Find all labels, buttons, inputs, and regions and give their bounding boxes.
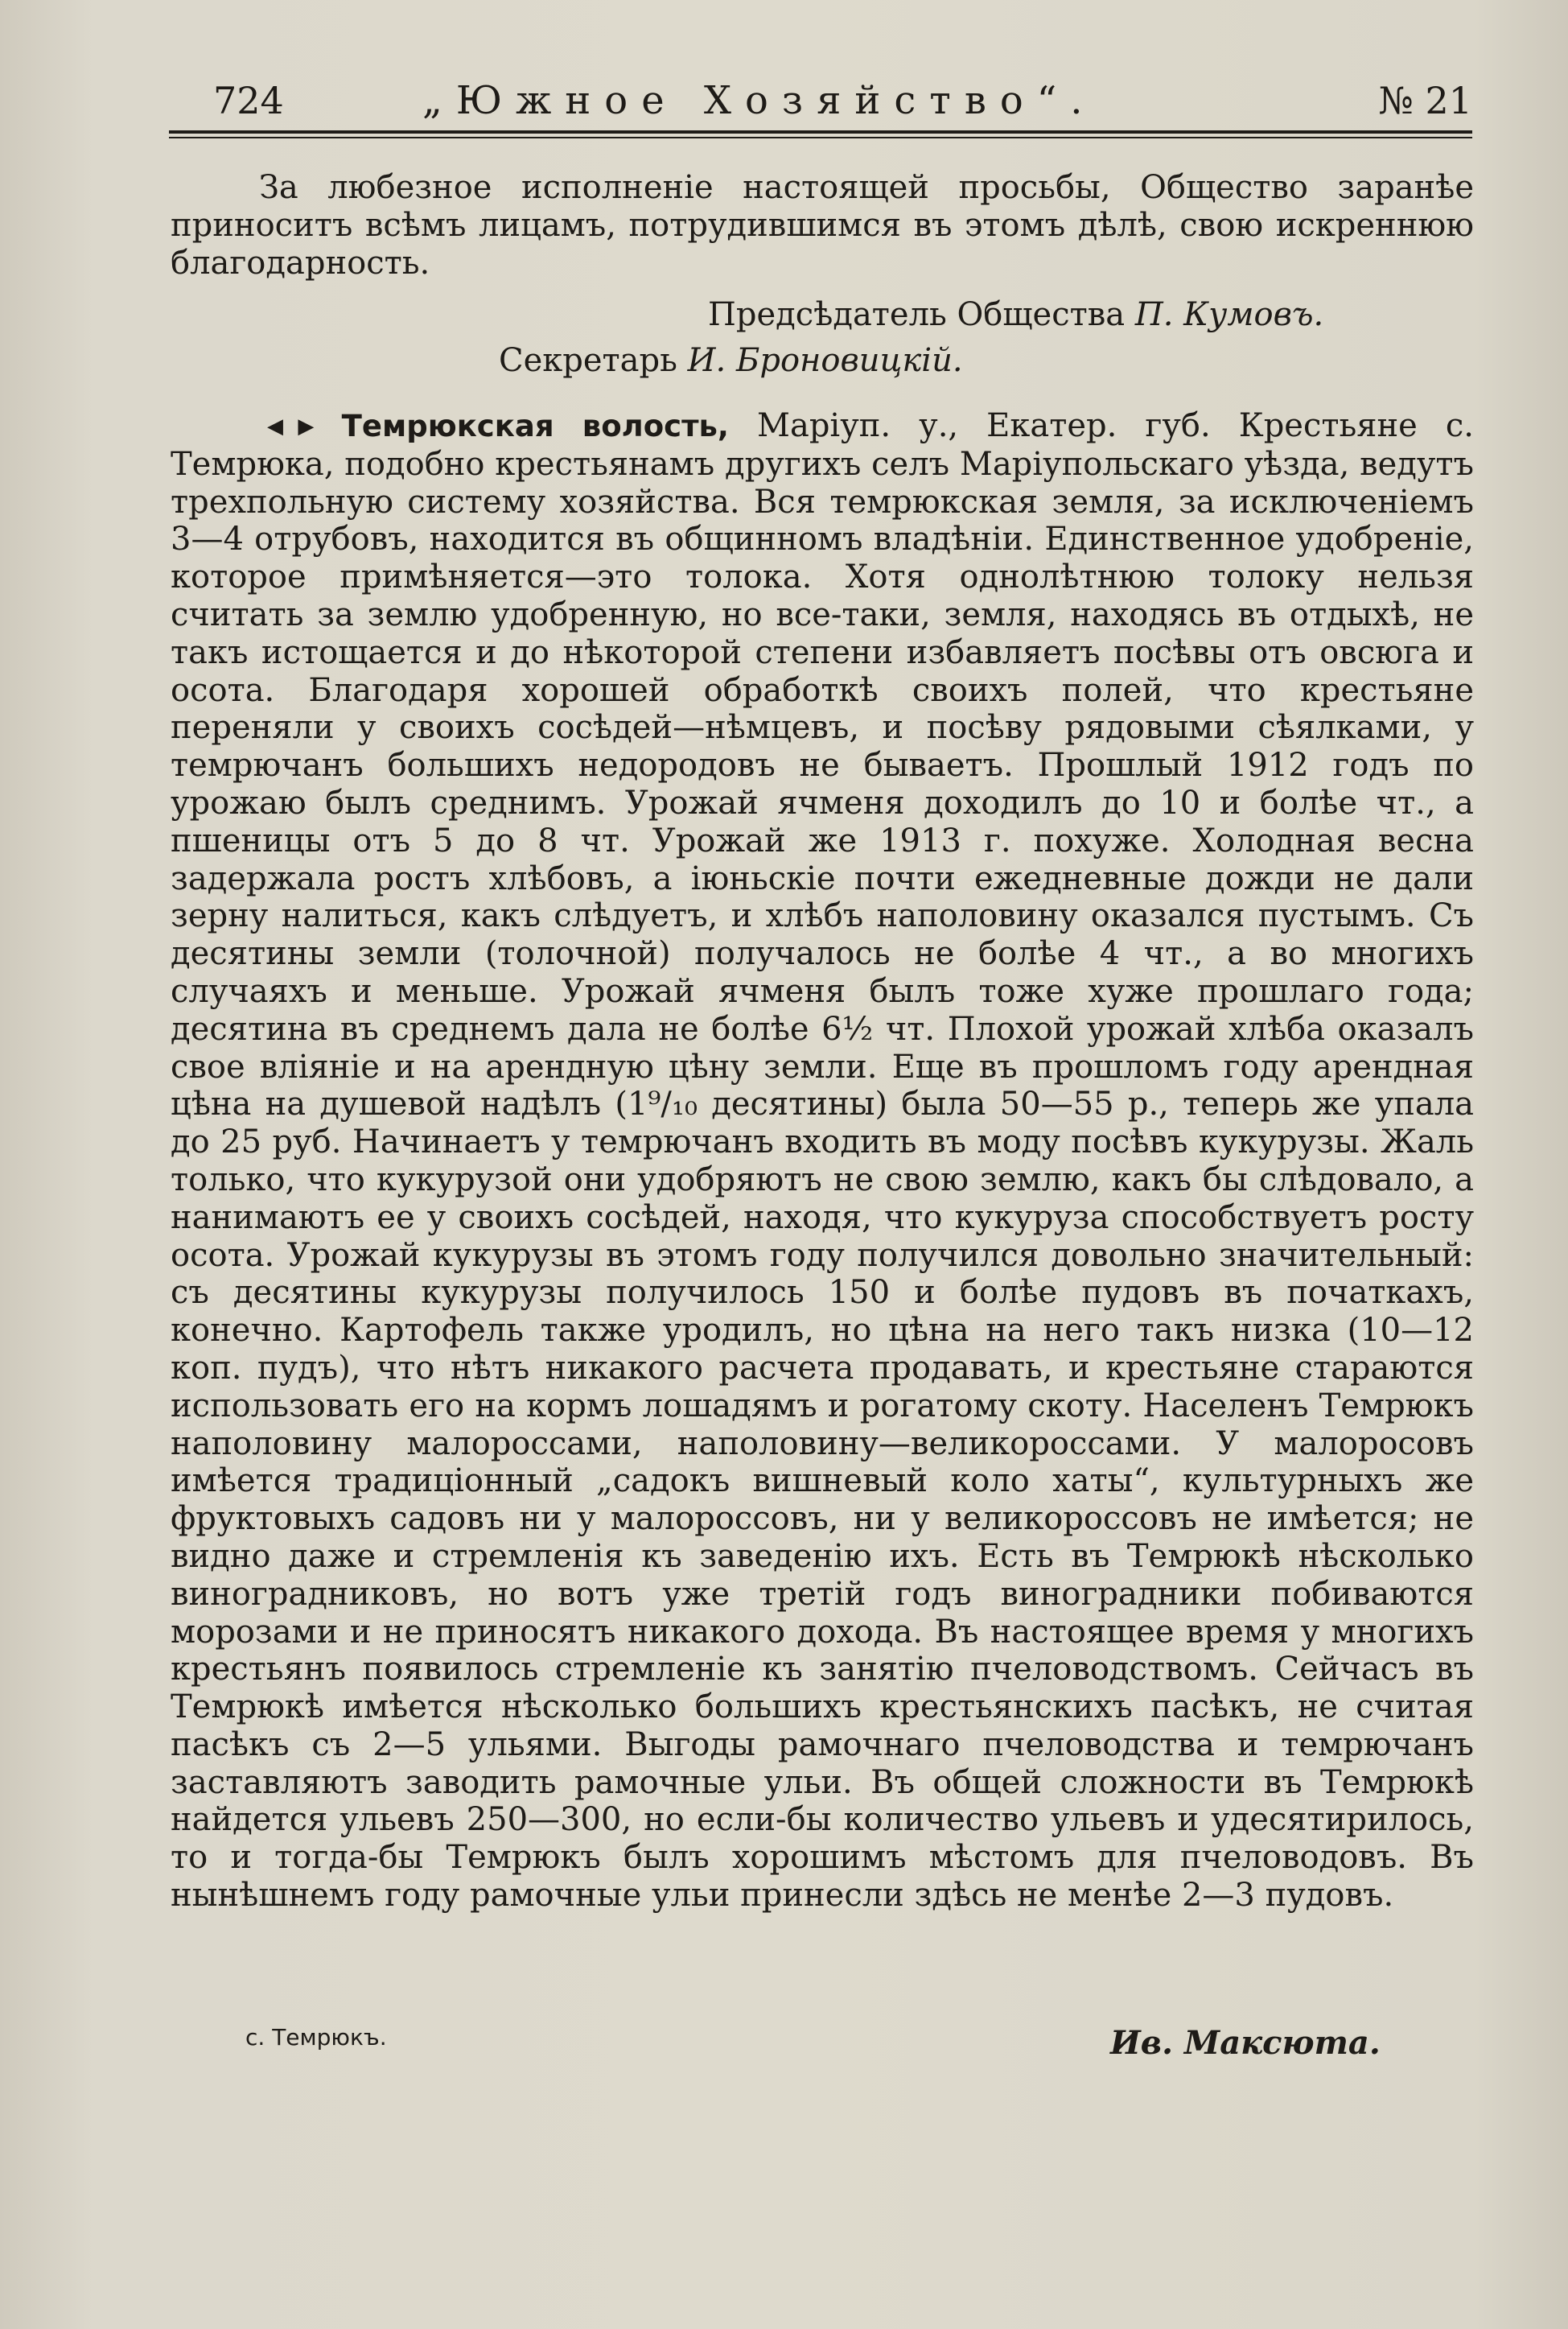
journal-title: „Южное Хозяйство“. [422,78,1097,123]
header-rule [169,130,1472,134]
ornament-bullet-icon: ◀▶ [267,414,329,439]
intro-paragraph: За любезное исполненіе настоящей просьбы, Общество заранѣе приноситъ всѣмъ лицамъ, потрудившимся въ этомъ дѣлѣ, свою искреннюю благодарность. [171,169,1474,282]
report-paragraph [171,407,1474,1915]
secretary-name: И. Броновицкій. [687,342,963,379]
report-body: Крестьяне с. Темрюка, подобно крестьянамъ другихъ селъ Маріупольскаго уѣзда, ведутъ трехпольную систему хозяйства. Вся темрюкская земля, за исключеніемъ 3—4 отрубовъ, находится въ общинномъ владѣніи. Единственное удобреніе, которое примѣняется—это толока. Хотя однолѣтнюю толоку нельзя считать за землю удобренную, но все-таки, земля, находясь въ отдыхѣ, не такъ истощается и до нѣкоторой степени избавляетъ посѣвы отъ овсюга и осота. Благодаря хорошей обработкѣ своихъ полей, что крестьяне переняли у своихъ сосѣдей—нѣмцевъ, и посѣву рядовыми сѣялками, у темрючанъ большихъ недородовъ не бываетъ. Прошлый 1912 годъ по урожаю былъ среднимъ. Урожай ячменя доходилъ до 10 и болѣе чт., а пшеницы отъ 5 до 8 чт. Урожай же 1913 г. похуже. Холодная весна задержала ростъ хлѣбовъ, а іюньскіе почти ежедневные дожди не дали зерну налиться, какъ слѣдуетъ, и хлѣбъ наполовину оказался пустымъ. Съ десятины земли (толочной) получалось не болѣе 4 чт., а во многихъ случаяхъ и меньше. Урожай ячменя былъ тоже хуже прошлаго года; десятина въ среднемъ дала не болѣе 6½ чт. Плохой урожай хлѣба оказалъ свое вліяніе и на арендную цѣну земли. Еще въ прошломъ году арендная цѣна на душевой надѣлъ (1⁹/₁₀ десятины) была 50—55 р., теперь же упала до 25 руб. Начинаетъ у темрючанъ входить въ моду посѣвъ кукурузы. Жаль только, что кукурузой они удобряютъ не свою землю, какъ бы слѣдовало, а нанимаютъ ее у своихъ сосѣдей, находя, что кукуруза способствуетъ росту осота. Урожай кукурузы въ этомъ году получился довольно значительный: съ десятины кукурузы получилось 150 и болѣе пудовъ въ початкахъ, конечно. Картофель также уродилъ, но цѣна на него такъ низка (10—12 коп. пудъ), что нѣтъ никакого расчета продавать, и крестьяне стараются использовать его на кормъ лошадямъ и рогатому скоту. Населенъ Темрюкъ наполовину малороссами, наполовину—великороссами. У малоросовъ имѣется традиціонный „садокъ вишневый коло хаты“, культурныхъ же фруктовыхъ садовъ ни у малороссовъ, ни у великороссовъ не имѣется; не видно даже и стремленія къ заведенію ихъ. Есть въ Темрюкѣ нѣсколько виноградниковъ, но вотъ уже третій годъ виноградники побиваются морозами и не приносятъ никакого дохода. Въ настоящее время у многихъ крестьянъ появилось стремленіе къ занятію пчеловодствомъ. Сейчасъ въ Темрюкѣ имѣется нѣсколько большихъ крестьянскихъ пасѣкъ, не считая пасѣкъ съ 2—5 ульями. Выгоды рамочнаго пчеловодства и темрючанъ заставляютъ заводить рамочные ульи. Въ общей сложности въ Темрюкѣ найдется ульевъ 250—300, но если-бы количество ульевъ и удесятирилось, то и тогда-бы Темрюкъ былъ хорошимъ мѣстомъ для пчеловодовъ. Въ нынѣшнемъ году рамочные ульи принесли здѣсь не менѣе 2—3 пудовъ. [171,407,1475,1915]
secretary-title: Секретарь [499,342,677,379]
chairman-name: П. Кумовъ. [1134,296,1324,333]
report-region: Маріуп. у., Екатер. губ. [757,407,1211,444]
report-place: Темрюкская волость, [341,409,729,443]
chairman-title: Предсѣдатель Общества [708,296,1126,333]
chairman-signature [708,296,1323,333]
village-signoff: с. Темрюкъ. [245,2024,387,2051]
issue-number: № 21 [1378,79,1472,122]
running-header [165,76,1472,133]
author-signature: Ив. Максюта. [1110,2024,1381,2062]
secretary-signature [499,342,963,379]
header-rule-thin [169,137,1472,138]
page-number: 724 [213,79,284,122]
